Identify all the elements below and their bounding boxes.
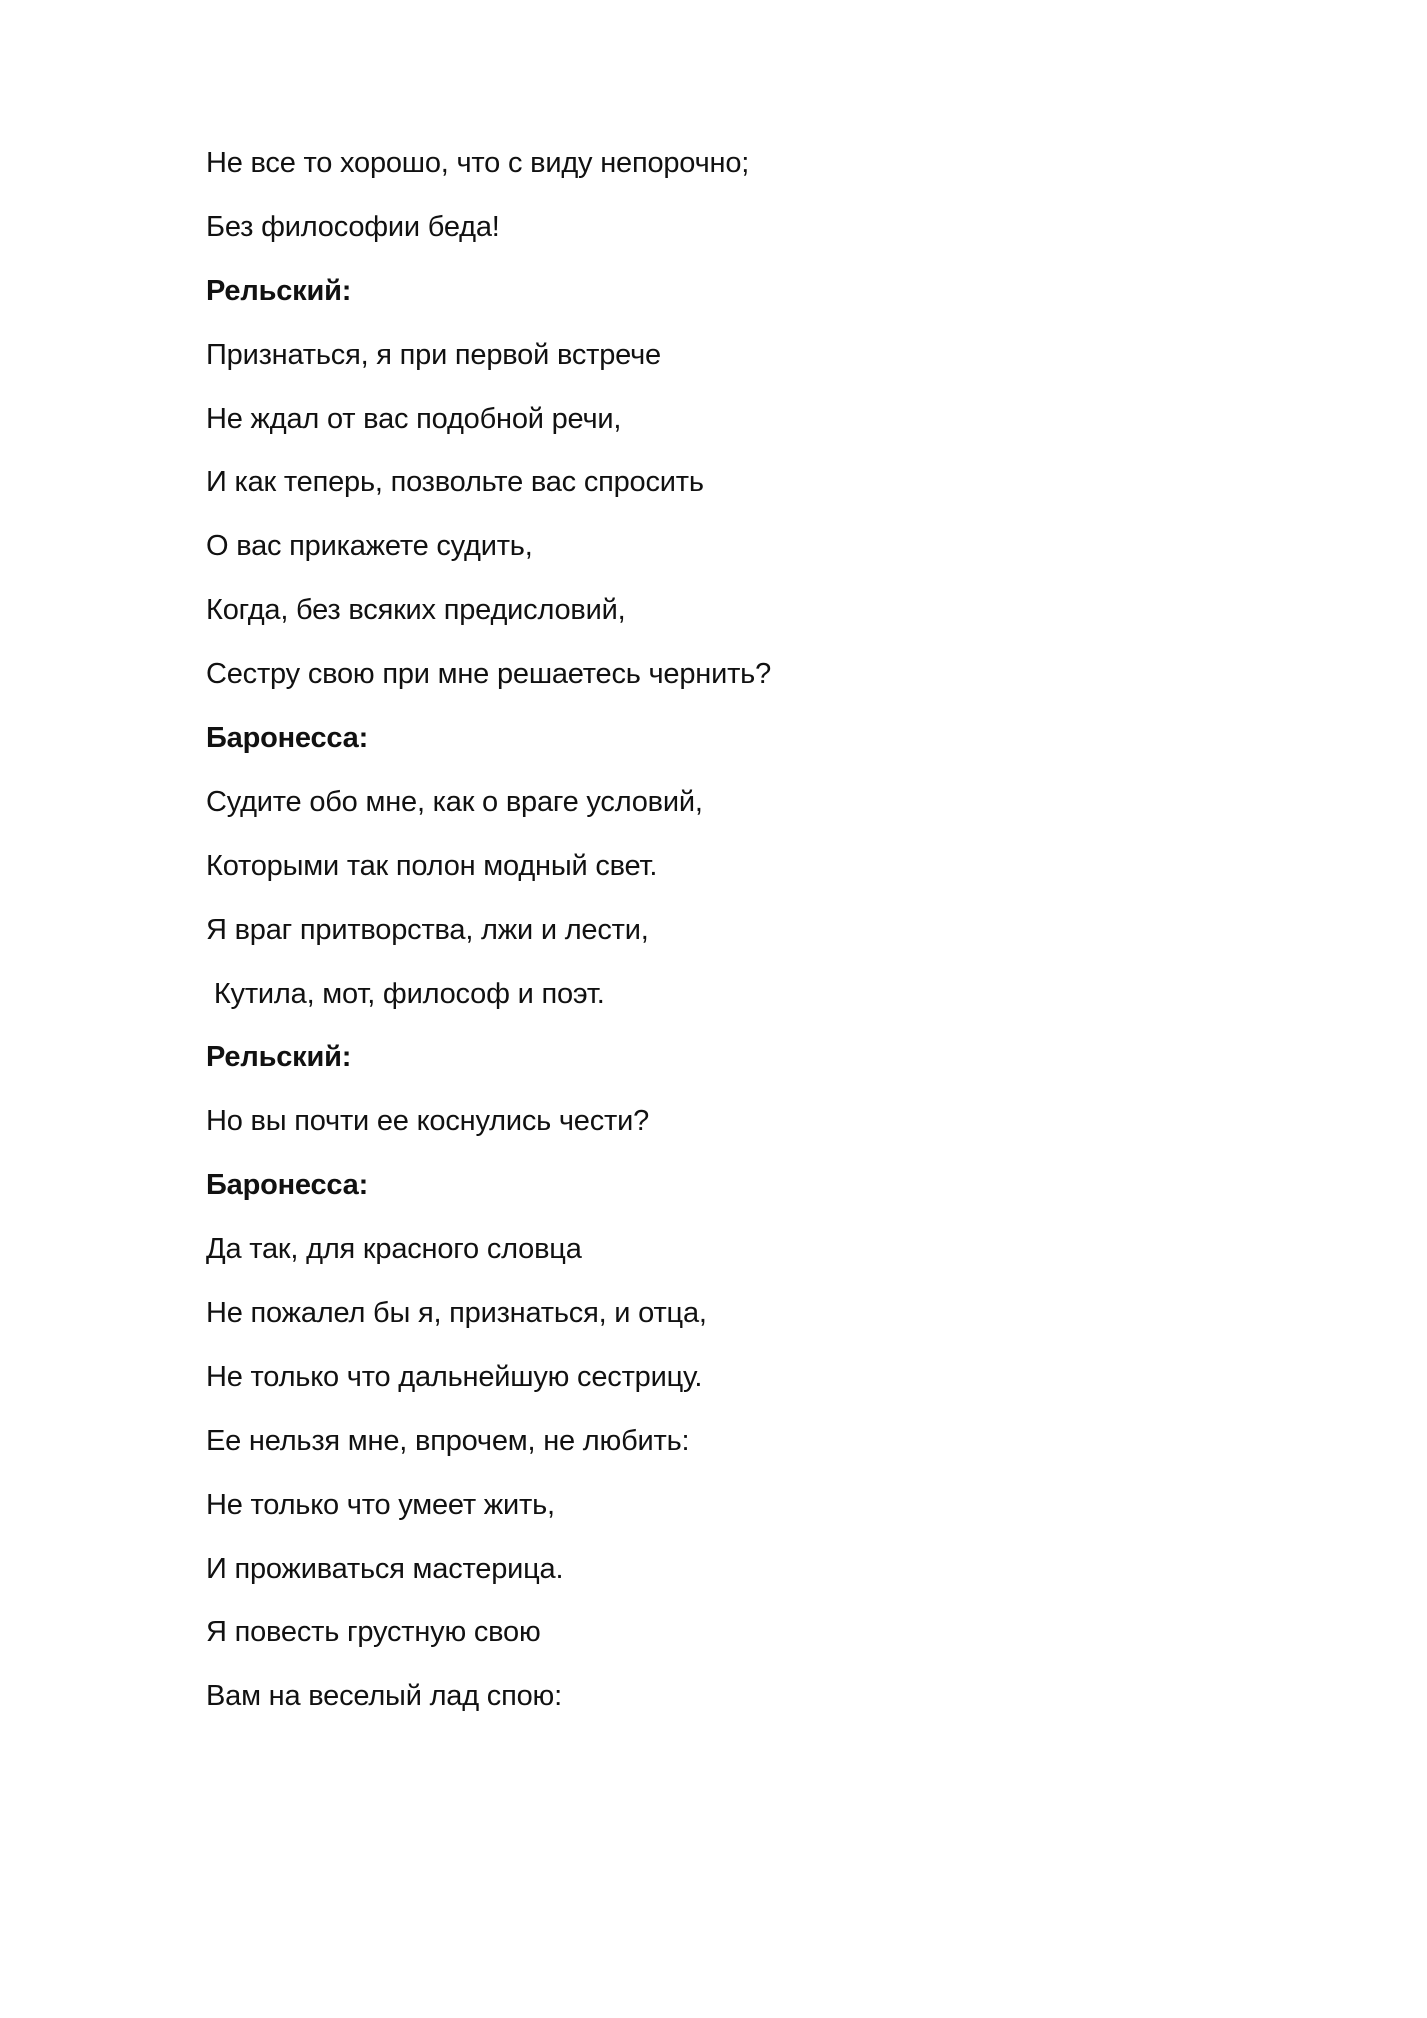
verse-line: Кутила, мот, философ и поэт. [206,977,605,1010]
verse-line: Без философии беда! [206,210,500,243]
verse-line: Которыми так полон модный свет. [206,849,658,882]
verse-line: И как теперь, позвольте вас спросить [206,466,704,499]
speaker-name: Рельский: [206,274,352,307]
verse-line: Вам на веселый лад спою: [206,1680,562,1713]
speaker-name: Баронесса: [206,722,369,755]
verse-line: Не пожалел бы я, признаться, и отца, [206,1297,707,1330]
verse-line: Не ждал от вас подобной речи, [206,402,622,435]
verse-line: Да так, для красного словца [206,1233,582,1266]
verse-line: Судите обо мне, как о враге условий, [206,785,703,818]
verse-line: О вас прикажете судить, [206,530,533,563]
verse-line: Сестру свою при мне решаетесь чернить? [206,658,772,691]
verse-line: Я повесть грустную свою [206,1616,541,1649]
verse-line: Не только что умеет жить, [206,1488,555,1521]
verse-line: Когда, без всяких предисловий, [206,594,626,627]
verse-line: Признаться, я при первой встрече [206,338,661,371]
verse-line: Не только что дальнейшую сестрицу. [206,1360,703,1393]
poem-text-block [206,132,1306,1729]
speaker-name: Баронесса: [206,1169,369,1202]
verse-line: И проживаться мастерица. [206,1552,564,1585]
verse-line: Ее нельзя мне, впрочем, не любить: [206,1424,690,1457]
verse-line: Я враг притворства, лжи и лести, [206,913,649,946]
verse-line: Не все то хорошо, что с виду непорочно; [206,147,750,179]
speaker-name: Рельский: [206,1041,352,1074]
verse-line: Но вы почти ее коснулись чести? [206,1105,650,1138]
